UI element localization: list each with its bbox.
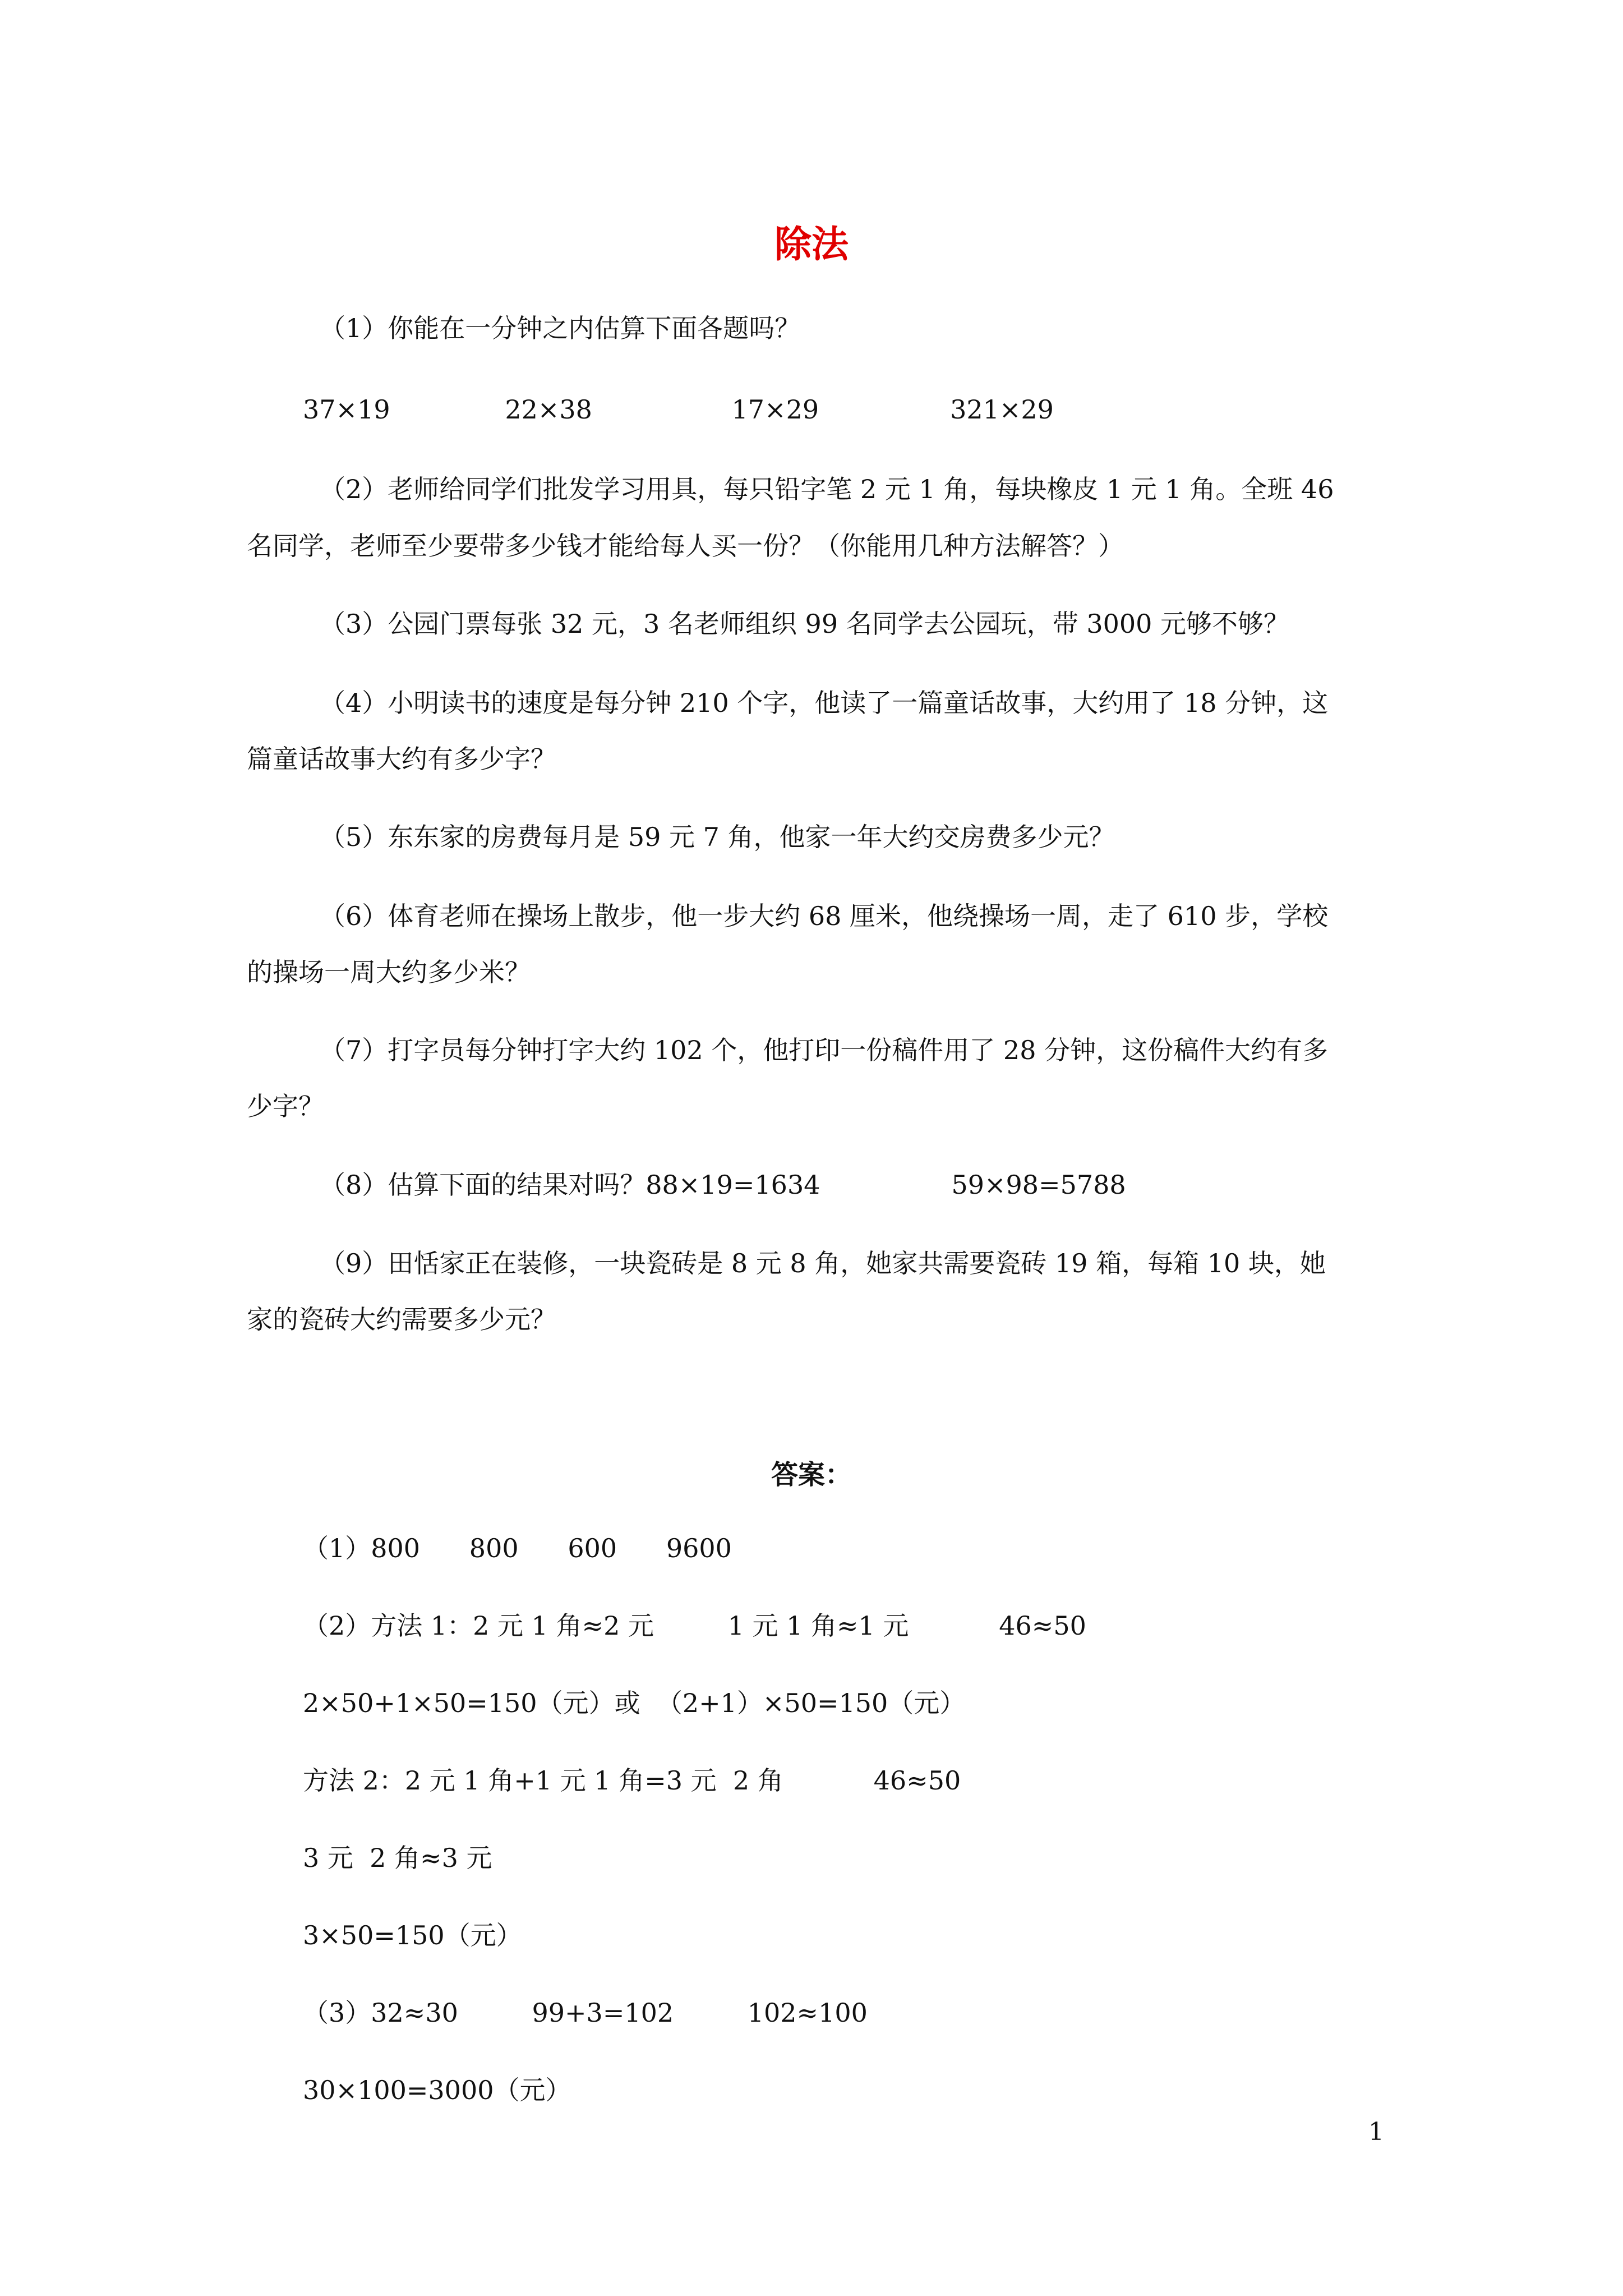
answer-2-calc-1: 2×50+1×50=150（元）或 （2+1）×50=150（元） bbox=[303, 1688, 966, 1718]
question-1: （1）你能在一分钟之内估算下面各题吗？ bbox=[320, 313, 801, 343]
page-number: 1 bbox=[1368, 2118, 1384, 2146]
question-7-line-1: （7）打字员每分钟打字大约 102 个，他打印一份稿件用了 28 分钟，这份稿件大约有多 bbox=[320, 1035, 1329, 1065]
answer-3: （3）32≈30 99+3=102 102≈100 bbox=[303, 1998, 868, 2028]
question-2-line-2: 名同学，老师至少要带多少钱才能给每人买一份？（你能用几种方法解答？） bbox=[247, 531, 1124, 561]
question-8: （8）估算下面的结果对吗？88×19=1634 59×98=5788 bbox=[320, 1170, 1126, 1200]
answer-heading: 答案： bbox=[771, 1459, 852, 1490]
page-title: 除法 bbox=[774, 223, 849, 266]
question-1-items: 37×19 22×38 17×29 321×29 bbox=[303, 394, 1054, 425]
question-6-line-2: 的操场一周大约多少米？ bbox=[247, 957, 531, 987]
question-9-line-2: 家的瓷砖大约需要多少元？ bbox=[247, 1304, 556, 1335]
question-9-line-1: （9）田恬家正在装修，一块瓷砖是 8 元 8 角，她家共需要瓷砖 19 箱，每箱 10 块，她 bbox=[320, 1248, 1326, 1278]
answer-2-method-2: 方法 2：2 元 1 角+1 元 1 角=3 元 2 角 46≈50 bbox=[303, 1765, 961, 1796]
answer-2-calc-2: 3×50=150（元） bbox=[303, 1920, 522, 1950]
question-4-line-2: 篇童话故事大约有多少字？ bbox=[247, 744, 556, 774]
question-7-line-2: 少字？ bbox=[247, 1091, 324, 1121]
answer-1: （1）800 800 600 9600 bbox=[303, 1533, 732, 1563]
question-3: （3）公园门票每张 32 元，3 名老师组织 99 名同学去公园玩，带 3000 元够不够？ bbox=[320, 609, 1290, 639]
question-4-line-1: （4）小明读书的速度是每分钟 210 个字，他读了一篇童话故事，大约用了 18 分钟，这 bbox=[320, 688, 1329, 718]
question-6-line-1: （6）体育老师在操场上散步，他一步大约 68 厘米，他绕操场一周，走了 610 步，学校 bbox=[320, 901, 1329, 931]
answer-3-calc: 30×100=3000（元） bbox=[303, 2075, 571, 2105]
answer-2-method-1: （2）方法 1：2 元 1 角≈2 元 1 元 1 角≈1 元 46≈50 bbox=[303, 1611, 1086, 1641]
answer-2-approx: 3 元 2 角≈3 元 bbox=[303, 1843, 492, 1873]
question-2-line-1: （2）老师给同学们批发学习用具，每只铅字笔 2 元 1 角，每块橡皮 1 元 1 角。全班 46 bbox=[320, 474, 1334, 504]
question-5: （5）东东家的房费每月是 59 元 7 角，他家一年大约交房费多少元？ bbox=[320, 822, 1115, 852]
